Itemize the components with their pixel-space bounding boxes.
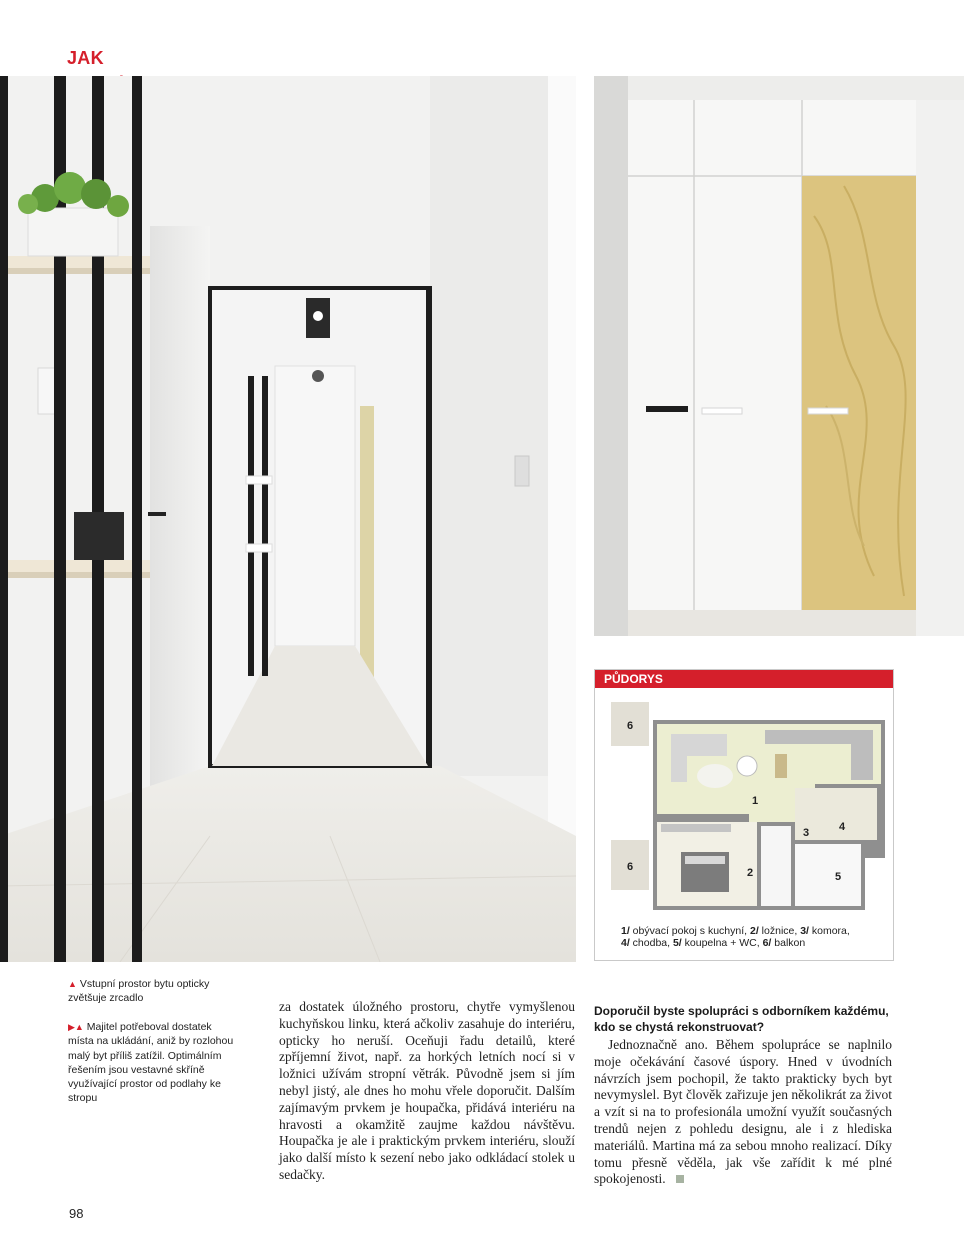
triangle-up-icon: ▲	[74, 1022, 84, 1032]
wardrobe-photo	[594, 76, 964, 636]
room-label-2: 2	[747, 867, 754, 879]
room-label-6b: 6	[627, 861, 634, 873]
caption-second-text: Majitel potřeboval dostatek místa na ukládání, aniž by rozlohou malý byt příliš zatížil. Optimálním řešením jsou vestavné skříně využívající prostor od podlahy ke stropu	[68, 1021, 234, 1105]
legend-text-1: obývací pokoj s kuchyní,	[629, 925, 750, 937]
interview-answer	[594, 1037, 892, 1188]
floorplan-legend	[621, 925, 883, 949]
room-label-6a: 6	[627, 720, 634, 732]
caption-first-text: Vstupní prostor bytu opticky zvětšuje zrcadlo	[68, 978, 210, 1005]
end-mark-icon	[676, 1175, 684, 1183]
room-label-5: 5	[835, 871, 842, 883]
room-label-3: 3	[803, 827, 810, 839]
triangle-right-icon: ▶	[68, 1022, 75, 1032]
interview-answer-text: Jednoznačně ano. Během spolupráce se naplnilo moje očekávání časové úspory. Hned v úvodních návrzích jsem pochopil, že takto prakticky bych byt nevymyslel. Byt člověk zařizuje jen několikrát za život a vzít si na to profesionála umožní využít současných trendů nejen z pohledu designu, ale i z hlediska materiálů. Martina má za sebou mnoho realizací. Díky tomu přesně věděla, jak vše zařídit k mé plné spokojenosti.	[594, 1037, 892, 1187]
floorplan-title: PŮDORYS	[595, 670, 893, 688]
legend-text-2: ložnice,	[758, 925, 801, 937]
floorplan-diagram	[595, 690, 893, 920]
legend-text-6: balkon	[771, 937, 806, 949]
legend-num-2: 2/	[750, 925, 759, 937]
article-column-1	[279, 999, 575, 1184]
legend-num-5: 5/	[672, 937, 682, 949]
legend-num-4: 4/	[621, 937, 630, 949]
interview-question: Doporučil byste spolupráci s odborníkem každému, kdo se chystá rekonstruovat?	[594, 1004, 889, 1034]
floorplan-box	[594, 669, 894, 961]
hallway-illustration	[0, 76, 576, 962]
caption-first	[68, 977, 238, 1006]
caption-second	[68, 1020, 238, 1106]
room-label-4: 4	[839, 821, 846, 833]
triangle-up-icon: ▲	[68, 979, 77, 989]
legend-num-3: 3/	[800, 925, 809, 937]
room-label-1: 1	[752, 795, 759, 807]
section-title: JAK	[67, 48, 104, 68]
legend-text-4: chodba,	[629, 937, 673, 949]
article-column-2	[594, 1003, 892, 1188]
hallway-photo	[0, 76, 576, 962]
legend-num-1: 1/	[621, 925, 630, 937]
article-paragraph-1: za dostatek úložného prostoru, chytře vymyšlenou kuchyňskou linku, která ačkoliv zasahuje do interiéru, opticky ho neruší. Oceňuji řadu detailů, které zpříjemní život, např. za horkých letních nocí si v ložnici užívám stropní větrák. Původně jsem si jím nebyl jistý, ale dnes ho mohu vřele doporučit. Dalším zajímavým prvkem je houpačka, přidává interiéru na hravosti a okamžitě zaujme každou návštěvu. Houpačka je ale i praktickým prvkem interiéru, slouží jako další místo k sezení nebo jako odkládací stolek u sedačky.	[279, 999, 575, 1182]
legend-num-6: 6/	[762, 937, 772, 949]
page-number: 98	[69, 1206, 84, 1221]
wardrobe-illustration	[594, 76, 964, 636]
legend-text-5: koupelna + WC,	[681, 937, 763, 949]
legend-text-3: komora,	[808, 925, 850, 937]
